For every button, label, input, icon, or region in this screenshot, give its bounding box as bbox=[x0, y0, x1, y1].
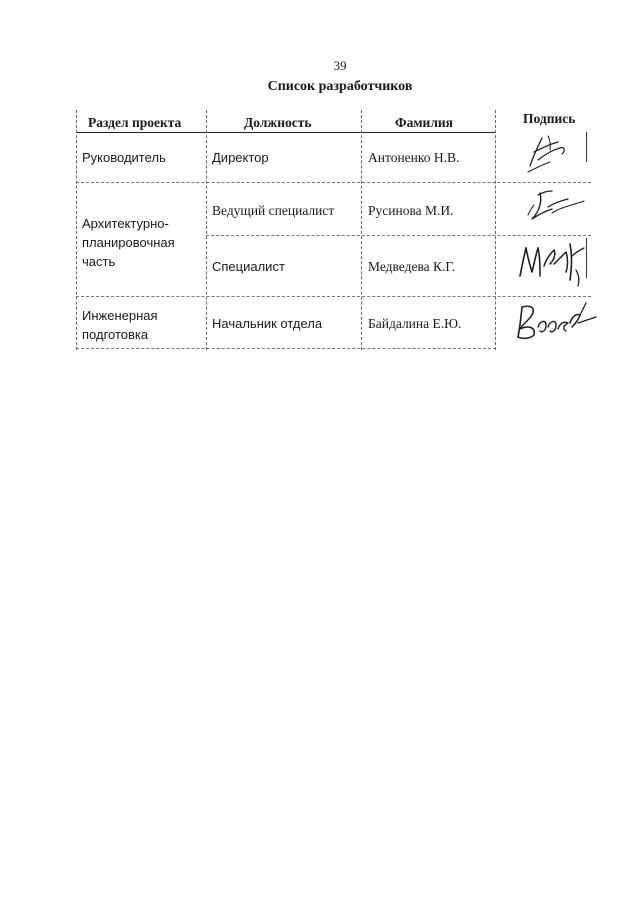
section-line: Архитектурно- bbox=[82, 216, 169, 231]
cell-section: Руководитель bbox=[82, 150, 166, 165]
column-border bbox=[206, 110, 207, 350]
column-border bbox=[361, 110, 362, 350]
header-signature: Подпись bbox=[523, 111, 576, 126]
signature-rusinova bbox=[518, 185, 593, 230]
cell-section bbox=[82, 214, 175, 271]
row-divider bbox=[76, 182, 591, 183]
signature-antonenko bbox=[520, 128, 590, 178]
cell-surname: Байдалина Е.Ю. bbox=[368, 316, 462, 331]
header-section: Раздел проекта bbox=[88, 115, 182, 130]
section-line: планировочная bbox=[82, 235, 175, 250]
document-title: Список разработчиков bbox=[267, 79, 413, 94]
column-border bbox=[495, 110, 496, 350]
cell-surname: Русинова М.И. bbox=[368, 203, 454, 218]
cell-surname: Медведева К.Г. bbox=[368, 259, 456, 274]
column-border bbox=[76, 110, 77, 350]
signature-medvedeva bbox=[512, 236, 592, 292]
section-line: Инженерная bbox=[82, 308, 158, 323]
cell-position: Директор bbox=[212, 150, 269, 165]
section-line: подготовка bbox=[82, 327, 149, 342]
header-surname: Фамилия bbox=[395, 115, 453, 130]
cell-section bbox=[82, 306, 158, 344]
cell-position: Ведущий специалист bbox=[212, 203, 335, 218]
signature-baydalina bbox=[512, 297, 597, 345]
cell-surname: Антоненко Н.В. bbox=[368, 150, 460, 165]
header-position: Должность bbox=[244, 115, 312, 130]
section-line: часть bbox=[82, 254, 116, 269]
page-number: 39 bbox=[333, 58, 347, 73]
cell-position: Специалист bbox=[212, 259, 285, 274]
row-divider bbox=[76, 348, 496, 349]
cell-position: Начальник отдела bbox=[212, 316, 323, 331]
header-underline bbox=[76, 132, 496, 133]
